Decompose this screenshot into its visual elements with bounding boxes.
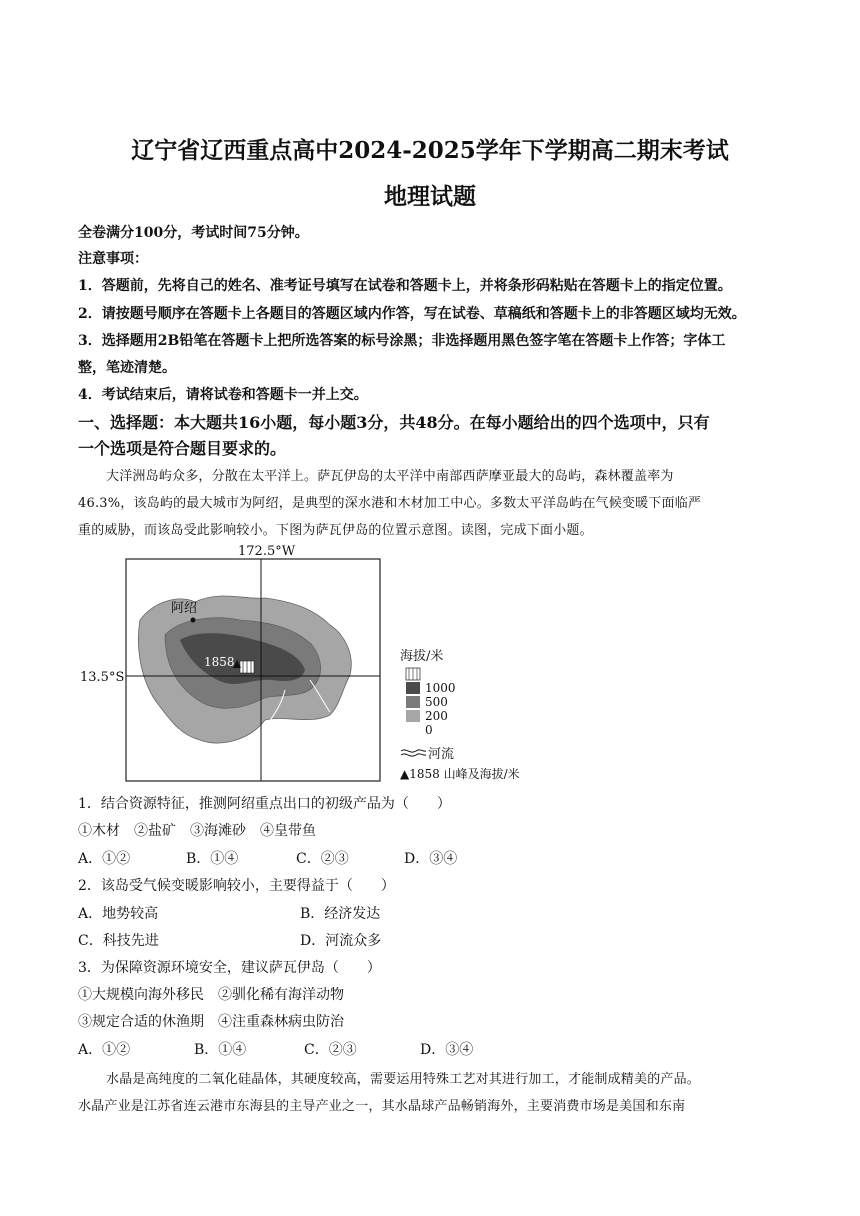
legend-swatch-0 [406,710,420,722]
notice-item: 3．选择题用2B铅笔在答题卡上把所选答案的标号涂黑；非选择题用黑色签字笔在答题卡上作答；字体工 [78,333,726,349]
passage-line: 重的威胁，而该岛受此影响较小。下图为萨瓦伊岛的位置示意图。读图，完成下面小题。 [78,523,593,538]
savaii-location-map [80,540,550,785]
notice-item: 2．请按题号顺序在答题卡上各题目的答题区域内作答，写在试卷、草稿纸和答题卡上的非答题区域均无效。 [78,306,746,322]
legend-river: 河流 [428,747,455,762]
answer-option[interactable]: D．③④ [420,1042,474,1058]
question-stem: 3．为保障资源环境安全，建议萨瓦伊岛（ ） [78,960,381,976]
page-title: 辽宁省辽西重点高中2024-2025学年下学期高二期末考试 [131,137,729,164]
question-statements: ①木材 ②盐矿 ③海滩砂 ④皇带鱼 [78,823,316,839]
legend-title: 海拔/米 [400,649,444,664]
legend-level: 1000 [425,681,456,695]
legend-river-icon [401,750,426,752]
question-stem: 1．结合资源特征，推测阿绍重点出口的初级产品为（ ） [78,796,451,812]
notice-item: 4．考试结束后，请将试卷和答题卡一并上交。 [78,387,368,403]
passage-line: 水晶产业是江苏省连云港市东海县的主导产业之一，其水晶球产品畅销海外，主要消费市场是美国和东南 [78,1099,686,1114]
answer-option[interactable]: D．③④ [404,851,458,867]
answer-option[interactable]: B．①④ [194,1042,247,1058]
section-heading: 一、选择题：本大题共16小题，每小题3分，共48分。在每小题给出的四个选项中，只有 [78,413,710,432]
legend-swatch-200 [406,696,420,708]
passage-line: 46.3%，该岛屿的最大城市为阿绍，是典型的深水港和木材加工中心。多数太平洋岛屿在气候变暖下面临严 [78,496,702,511]
notice-item: 整，笔迹清楚。 [78,360,176,376]
legend-peak: ▲1858 山峰及海拔/米 [400,767,520,781]
longitude-label: 172.5°W [238,544,296,559]
question-statements: ③规定合适的休渔期 ④注重森林病虫防治 [78,1014,344,1030]
page-subtitle: 地理试题 [384,183,476,210]
question-stem: 2．该岛受气候变暖影响较小，主要得益于（ ） [78,878,395,894]
legend-level: 200 [425,709,448,723]
legend-swatch-500 [406,682,420,694]
passage-line: 水晶是高纯度的二氧化硅晶体，其硬度较高，需要运用特殊工艺对其进行加工，才能制成精美的产品。 [106,1072,701,1087]
answer-option[interactable]: C．科技先进 [78,933,159,949]
answer-option[interactable]: A．地势较高 [78,906,159,922]
city-dot [191,618,196,623]
legend-level: 500 [425,695,448,709]
answer-option[interactable]: B．①④ [186,851,239,867]
answer-option[interactable]: B．经济发达 [300,906,381,922]
exam-meta: 全卷满分100分，考试时间75分钟。 [78,225,309,241]
answer-option[interactable]: A．①② [78,851,131,867]
answer-option[interactable]: C．②③ [304,1042,357,1058]
answer-option[interactable]: D．河流众多 [300,933,382,949]
latitude-label: 13.5°S [80,670,125,685]
notice-heading: 注意事项： [78,251,148,267]
peak-label: 1858 [204,655,235,669]
answer-option[interactable]: A．①② [78,1042,131,1058]
section-heading-cont: 一个选项是符合题目要求的。 [78,439,287,458]
notice-item: 1．答题前，先将自己的姓名、准考证号填写在试卷和答题卡上，并将条形码粘贴在答题卡上的指定位置。 [78,278,732,294]
passage-line: 大洋洲岛屿众多，分散在太平洋上。萨瓦伊岛的太平洋中南部西萨摩亚最大的岛屿，森林覆盖率为 [106,469,674,484]
legend-level: 0 [425,723,433,737]
city-label: 阿绍 [171,601,198,616]
answer-option[interactable]: C．②③ [296,851,349,867]
question-statements: ①大规模向海外移民 ②驯化稀有海洋动物 [78,987,344,1003]
